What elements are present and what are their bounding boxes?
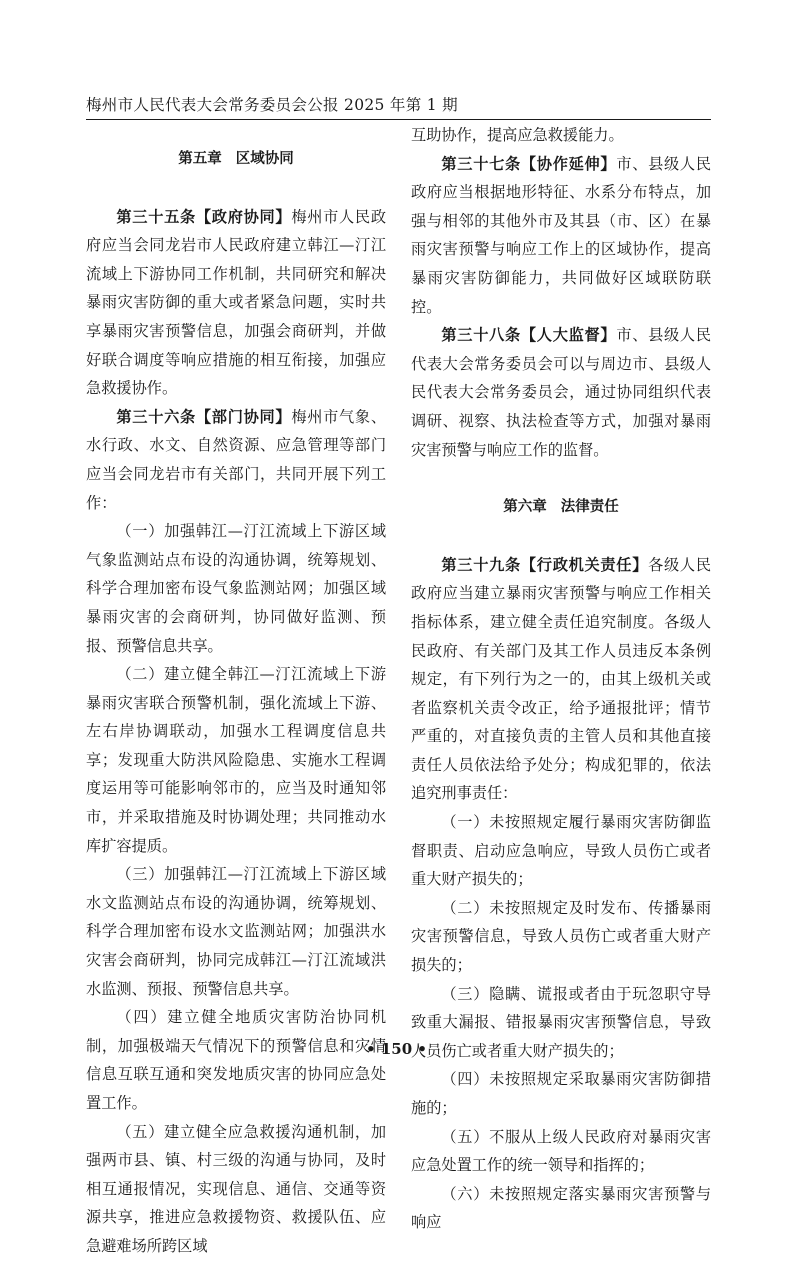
article-38 [411,321,711,464]
article-36-item-1: （一）加强韩江—汀江流域上下游区域气象监测站点布设的沟通协调，统筹规划、科学合理加密布设气象监测站网；加强区域暴雨灾害的会商研判，协同做好监测、预报、预警信息共享。 [86,522,386,655]
article-38-body: 市、县级人民代表大会常务委员会可以与周边市、县级人民代表大会常务委员会，通过协同组织代表调研、视察、执法检查等方式，加强对暴雨灾害预警与响应工作的监督。 [411,326,712,459]
article-38-heading: 第三十八条【人大监督】 [441,326,617,345]
right-column [411,121,711,1237]
article-36-heading: 第三十六条【部门协同】 [116,407,292,426]
header-rule [86,119,711,120]
article-39-heading: 第三十九条【行政机关责任】 [441,555,649,574]
left-column [86,121,386,1261]
article-39 [411,551,711,808]
article-37-body: 市、县级人民政府应当根据地形特征、水系分布特点，加强与相邻的其他外市及其县（市、区）在暴雨灾害预警与响应工作上的区域协作，提高暴雨灾害防御能力，共同做好区域联防联控。 [411,154,712,316]
article-36-body: 梅州市气象、水行政、水文、自然资源、应急管理等部门应当会同龙岩市有关部门，共同开展下列工作： [86,407,387,512]
chapter-5-heading [86,145,386,174]
article-36-item-2: （二）建立健全韩江—汀江流域上下游暴雨灾害联合预警机制，强化流域上下游、左右岸协调联动，加强水工程调度信息共享；发现重大防洪风险隐患、实施水工程调度运用等可能影响邻市的，应当及时通知邻市，并采取措施及时协调处理；共同推动水库扩容提质。 [86,665,386,855]
article-36-item-5-continued: 互助协作，提高应急救援能力。 [411,126,624,144]
article-39-body: 各级人民政府应当建立暴雨灾害预警与响应工作相关指标体系，建立健全责任追究制度。各级人民政府、有关部门及其工作人员违反本条例规定，有下列行为之一的，由其上级机关或者监察机关责令改正，给予通报批评；情节严重的，对直接负责的主管人员和其他直接责任人员依法给予处分；构成犯罪的，依法追究刑事责任： [411,555,712,803]
article-35-body: 梅州市人民政府应当会同龙岩市人民政府建立韩江—汀江流域上下游协同工作机制，共同研究和解决暴雨灾害防御的重大或者紧急问题，实时共享暴雨灾害预警信息，加强会商研判，并做好联合调度等响应措施的相互衔接，加强应急救援协作。 [86,207,387,398]
bulletin-header: 梅州市人民代表大会常务委员会公报 2025 年第 1 期 [86,96,458,114]
article-36 [86,403,386,517]
article-36-item-4: （四）建立健全地质灾害防治协同机制，加强极端天气情况下的预警信息和灾情信息互联互通和突发地质灾害的协同应急处置工作。 [86,1008,386,1112]
chapter-5-title: 区域协同 [235,150,294,167]
article-39-item-3: （三）隐瞒、谎报或者由于玩忽职守导致重大漏报、错报暴雨灾害预警信息，导致人员伤亡或者重大财产损失的； [411,984,711,1060]
article-37 [411,150,711,322]
chapter-5-number: 第五章 [178,150,222,167]
page-number: • 150 • [366,1040,427,1058]
article-35 [86,203,386,403]
article-36-item-3: （三）加强韩江—汀江流域上下游区域水文监测站点布设的沟通协调，统筹规划、科学合理加密布设水文监测站网；加强洪水灾害会商研判，协同完成韩江—汀江流域洪水监测、预报、预警信息共享。 [86,865,386,998]
article-39-item-1: （一）未按照规定履行暴雨灾害防御监督职责、启动应急响应，导致人员伤亡或者重大财产损失的； [411,813,711,889]
article-39-item-2: （二）未按照规定及时发布、传播暴雨灾害预警信息，导致人员伤亡或者重大财产损失的； [411,898,711,975]
article-35-heading: 第三十五条【政府协同】 [116,207,292,226]
article-36-item-5: （五）建立健全应急救援沟通机制，加强两市县、镇、村三级的沟通与协同，及时相互通报情况，实现信息、通信、交通等资源共享，推进应急救援物资、救援队伍、应急避难场所跨区域 [86,1122,386,1255]
chapter-6-heading [411,493,711,522]
article-37-heading: 第三十七条【协作延伸】 [441,154,617,173]
chapter-6-number: 第六章 [503,498,547,516]
article-39-item-6: （六）未按照规定落实暴雨灾害预警与响应 [411,1184,711,1232]
chapter-6-title: 法律责任 [560,498,619,516]
article-39-item-5: （五）不服从上级人民政府对暴雨灾害应急处置工作的统一领导和指挥的； [411,1127,711,1175]
article-39-item-4: （四）未按照规定采取暴雨灾害防御措施的； [411,1070,711,1117]
